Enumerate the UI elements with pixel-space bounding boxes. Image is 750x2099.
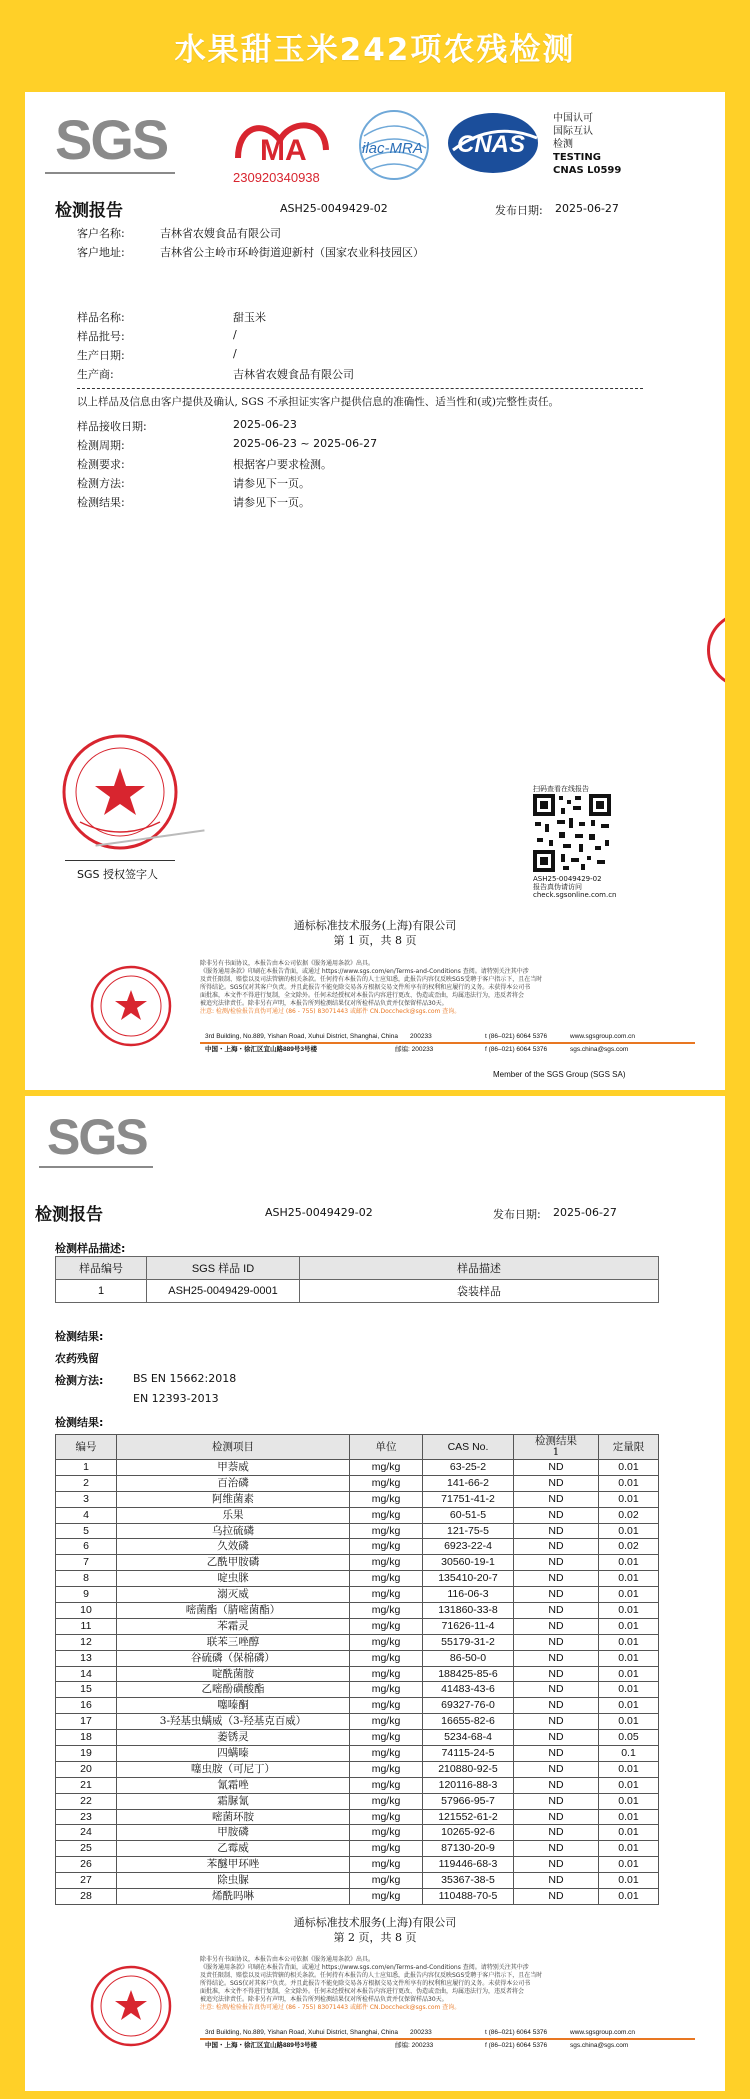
table-cell: mg/kg [350,1555,423,1571]
table-cell: 74115-24-5 [423,1746,514,1762]
table-row [56,1873,659,1889]
table-cell: 0.01 [599,1571,659,1587]
sgs-logo: SGS [55,110,167,170]
table-cell: 0.01 [599,1777,659,1793]
table-cell: mg/kg [350,1475,423,1491]
table-row [56,1730,659,1746]
table-cell: 0.01 [599,1587,659,1603]
issue-date-label-2: 发布日期: [493,1208,541,1221]
table-cell: 联苯三唑醇 [117,1634,350,1650]
table-cell: 121-75-5 [423,1523,514,1539]
table-cell: 0.01 [599,1555,659,1571]
address-en: 3rd Building, No.889, Yishan Road, Xuhui District, Shanghai, China [205,1033,398,1040]
table-cell: 烯酰吗啉 [117,1889,350,1905]
table-cell: 0.1 [599,1746,659,1762]
issue-date: 2025-06-27 [555,202,619,215]
footer-seal [89,964,173,1048]
table-cell: mg/kg [350,1571,423,1587]
terms-text: 除非另有书面协议，本报告由本公司依据《服务通用条款》出具。 《服务通用条款》印刷在本报告背面，或通过 https://www.sgs.com/en/Terms-and-Conditions 查阅。请特别关注其中涉 及责任限制、赔偿以及司法管辖的相关条款。任何持有本报告的人士应知悉，此报告内容仅反映SGS受聘于客户指示下，且在当时 所得结论。SGS仅对其客户负责。并且此报告不能免除交易各方根据交易文件所享有的权利和应履行的义务。未获得本公司书 面批准，本文件不得进行复制，全文除外。任何未经授权对本报告内容进行更改、伪造或歪曲，均属违法行为，违反者将会 被追究法律责任。除非另有声明，本报告所列检测结果仅对所检样品负责并仅保留样品30天。 注意: 检测/检验报告真伪可通过 (86 - 755) 83071443 或邮件 CN.Doccheck@sgs.com 查询。 [200,960,543,1015]
zip-en: 200233 [410,1033,432,1040]
table-cell: 0.01 [599,1634,659,1650]
table-row [56,1618,659,1634]
col-no: 编号 [56,1435,117,1460]
test-period: 2025-06-23 ~ 2025-06-27 [233,437,378,450]
table-cell: ND [514,1761,599,1777]
table-cell: 嘧菌环胺 [117,1809,350,1825]
table-cell: 12 [56,1634,117,1650]
table-cell: 5 [56,1523,117,1539]
table-cell: 3-羟基虫螨威（3-羟基克百威） [117,1714,350,1730]
manufacturer: 吉林省农嫂食品有限公司 [233,368,354,381]
table-cell: 63-25-2 [423,1460,514,1476]
table-cell: mg/kg [350,1857,423,1873]
table-cell: ND [514,1698,599,1714]
table-row [56,1857,659,1873]
table-cell: 131860-33-8 [423,1603,514,1619]
table-row [56,1714,659,1730]
table-cell: 噻嗪酮 [117,1698,350,1714]
table-cell: 苯霜灵 [117,1618,350,1634]
qr-caption: ASH25-0049429-02 报告真伪请访问 check.sgsonline.com.cn [533,875,617,899]
table-cell: 乙酰甲胺磷 [117,1555,350,1571]
table-cell: 135410-20-7 [423,1571,514,1587]
cnas-logo [445,110,541,176]
client-name: 吉林省农嫂食品有限公司 [160,227,281,240]
col-unit: 单位 [350,1435,423,1460]
table-row [56,1634,659,1650]
table-cell: 0.01 [599,1618,659,1634]
footer-company-2: 通标标准技术服务(上海)有限公司 [293,1916,457,1929]
table-cell: 0.02 [599,1507,659,1523]
table-cell: mg/kg [350,1889,423,1905]
method-2: EN 12393-2013 [133,1392,219,1405]
table-cell: ND [514,1825,599,1841]
table-row [56,1603,659,1619]
table-row [56,1682,659,1698]
address-cn-2: 中国・上海・徐汇区宜山路889号3号楼 [205,2042,317,2049]
table-cell: 30560-19-1 [423,1555,514,1571]
report-page-1 [25,92,725,1090]
received-label: 样品接收日期: [77,420,147,433]
table-cell: 25 [56,1841,117,1857]
table-cell: ND [514,1841,599,1857]
test-request: 根据客户要求检测。 [233,458,332,471]
banner-title: 水果甜玉米242项农残检测 [174,31,576,68]
email-2: sgs.china@sgs.com [570,2042,629,2049]
table-cell: 23 [56,1809,117,1825]
table-cell: 20 [56,1761,117,1777]
table-cell: 16655-82-6 [423,1714,514,1730]
client-address: 吉林省公主岭市环岭街道迎新村（国家农业科技园区） [160,246,424,259]
table-cell: 8 [56,1571,117,1587]
table-cell: 5234-68-4 [423,1730,514,1746]
table-cell: 71626-11-4 [423,1618,514,1634]
table-cell: mg/kg [350,1746,423,1762]
table-row [56,1555,659,1571]
table-cell: mg/kg [350,1460,423,1476]
fax: f (86–021) 6064 5376 [485,1046,548,1053]
table-cell: 6 [56,1539,117,1555]
table-cell: mg/kg [350,1634,423,1650]
method-label: 检测方法: [77,477,125,490]
table-cell: 噻虫胺（可尼丁） [117,1761,350,1777]
col-sample-no: 样品编号 [56,1257,147,1280]
disclaimer: 以上样品及信息由客户提供及确认, SGS 不承担证实客户提供信息的准确性、适当性和(或)完整性责任。 [77,396,559,408]
table-row [56,1825,659,1841]
result-heading: 检测结果: [55,1330,104,1343]
table-row [56,1650,659,1666]
footer-accent-line [200,1042,695,1044]
batch-value: / [233,328,237,341]
table-row [56,1571,659,1587]
table-cell: mg/kg [350,1491,423,1507]
report-number: ASH25-0049429-02 [280,202,388,215]
table-cell: 141-66-2 [423,1475,514,1491]
table-cell: 甲萘威 [117,1460,350,1476]
table-row [56,1809,659,1825]
table-cell: 0.01 [599,1475,659,1491]
table-cell: ND [514,1491,599,1507]
table-cell: 60-51-5 [423,1507,514,1523]
table-cell: mg/kg [350,1618,423,1634]
mfg-date: / [233,347,237,360]
table-cell: 16 [56,1698,117,1714]
table-cell: mg/kg [350,1539,423,1555]
table-cell: ND [514,1793,599,1809]
table-cell: 0.01 [599,1650,659,1666]
table-cell: ND [514,1460,599,1476]
website: www.sgsgroup.com.cn [570,1033,636,1040]
table-cell: 乐果 [117,1507,350,1523]
table-cell: ND [514,1634,599,1650]
table-cell: mg/kg [350,1682,423,1698]
table-cell: 35367-38-5 [423,1873,514,1889]
table-cell: 乌拉硫磷 [117,1523,350,1539]
table-cell: 10265-92-6 [423,1825,514,1841]
table-cell: 四螨嗪 [117,1746,350,1762]
svg-text:CNAS: CNAS [457,131,526,158]
svg-text:ilac-MRA: ilac-MRA [362,140,423,157]
cma-number: 230920340938 [233,170,320,185]
table-row [56,1475,659,1491]
table-cell: ND [514,1857,599,1873]
table-cell: 86-50-0 [423,1650,514,1666]
table-cell: ND [514,1714,599,1730]
table-cell: mg/kg [350,1873,423,1889]
table-cell: 0.01 [599,1889,659,1905]
table-cell: 10 [56,1603,117,1619]
table-cell: ND [514,1475,599,1491]
table-cell: ND [514,1889,599,1905]
table-cell: 0.01 [599,1491,659,1507]
table-cell: 1 [56,1460,117,1476]
table-row [56,1698,659,1714]
table-cell: mg/kg [350,1698,423,1714]
table-cell: 0.01 [599,1825,659,1841]
table-cell: 萎锈灵 [117,1730,350,1746]
table-cell: ND [514,1603,599,1619]
table-cell: 嘧菌酯（腈嘧菌酯） [117,1603,350,1619]
page-number: 第 1 页，共 8 页 [333,934,417,947]
terms-text-2: 除非另有书面协议，本报告由本公司依据《服务通用条款》出具。 《服务通用条款》印刷在本报告背面，或通过 https://www.sgs.com/en/Terms-and-Conditions 查阅。请特别关注其中涉 及责任限制、赔偿以及司法管辖的相关条款。任何持有本报告的人士应知悉，此报告内容仅反映SGS受聘于客户指示下，且在当时 所得结论。SGS仅对其客户负责。并且此报告不能免除交易各方根据交易文件所享有的权利和应履行的义务。未获得本公司书 面批准，本文件不得进行复制，全文除外。任何未经授权对本报告内容进行更改、伪造或歪曲，均属违法行为，违反者将会 被追究法律责任。除非另有声明，本报告所列检测结果仅对所检样品负责并仅保留样品30天。 注意: 检测/检验报告真伪可通过 (86 - 755) 83071443 或邮件 CN.Doccheck@sgs.com 查询。 [200,1956,543,2011]
table-cell: 210880-92-5 [423,1761,514,1777]
table-row [56,1491,659,1507]
table-cell: 119446-68-3 [423,1857,514,1873]
table-cell: 19 [56,1746,117,1762]
table-cell: 24 [56,1825,117,1841]
received-date: 2025-06-23 [233,418,297,431]
table-cell: ND [514,1618,599,1634]
table-cell: 13 [56,1650,117,1666]
table-row [56,1793,659,1809]
table-row [56,1523,659,1539]
table-cell: 0.05 [599,1730,659,1746]
issue-date-label: 发布日期: [495,204,543,217]
mfg-date-label: 生产日期: [77,349,125,362]
table-cell: 14 [56,1666,117,1682]
table-cell: ND [514,1571,599,1587]
table-cell: 4 [56,1507,117,1523]
table-cell: 87130-20-9 [423,1841,514,1857]
report-page-2 [25,1096,725,2091]
table-row [56,1777,659,1793]
zip-cn-2: 邮编: 200233 [395,2042,434,2049]
report-number-2: ASH25-0049429-02 [265,1206,373,1219]
table-cell: 2 [56,1475,117,1491]
table-cell: 7 [56,1555,117,1571]
col-cas: CAS No. [423,1435,514,1460]
table-cell: 11 [56,1618,117,1634]
results-table [55,1434,659,1905]
table-cell: 乙霉威 [117,1841,350,1857]
table-cell: 188425-85-6 [423,1666,514,1682]
table-cell: 21 [56,1777,117,1793]
footer-company: 通标标准技术服务(上海)有限公司 [293,919,457,932]
table-cell: 15 [56,1682,117,1698]
sample-table [55,1256,659,1303]
phone-2: t (86–021) 6064 5376 [485,2029,548,2036]
table-cell: 0.01 [599,1841,659,1857]
table-cell: 71751-41-2 [423,1491,514,1507]
table-cell: 0.01 [599,1873,659,1889]
table-cell: 啶虫脒 [117,1571,350,1587]
table-cell: ND [514,1555,599,1571]
manufacturer-label: 生产商: [77,368,114,381]
table-row [56,1889,659,1905]
table-row [56,1460,659,1476]
table-cell: 0.01 [599,1714,659,1730]
zip-cn: 邮编: 200233 [395,1046,434,1053]
table-cell: 28 [56,1889,117,1905]
table-cell: 阿维菌素 [117,1491,350,1507]
table-cell: ND [514,1523,599,1539]
table-cell: 谷硫磷（保棉磷） [117,1650,350,1666]
table-cell: 0.01 [599,1793,659,1809]
report-title: 检测报告 [55,201,123,221]
table-cell: 甲胺磷 [117,1825,350,1841]
zip-en-2: 200233 [410,2029,432,2036]
table-cell: ND [514,1777,599,1793]
table-cell: ND [514,1746,599,1762]
table-row: 1 ASH25-0049429-0001 袋装样品 [56,1280,659,1303]
table-cell: 苯醚甲环唑 [117,1857,350,1873]
table-cell: 百治磷 [117,1475,350,1491]
table-cell: 3 [56,1491,117,1507]
address-en-2: 3rd Building, No.889, Yishan Road, Xuhui District, Shanghai, China [205,2029,398,2036]
edge-seal [707,612,725,688]
method-1: BS EN 15662:2018 [133,1372,237,1385]
test-method: 请参见下一页。 [233,477,310,490]
result-label: 检测结果: [77,496,125,509]
table-cell: 0.01 [599,1460,659,1476]
table-cell: ND [514,1682,599,1698]
table-cell: mg/kg [350,1603,423,1619]
client-name-label: 客户名称: [77,227,125,240]
table-cell: mg/kg [350,1714,423,1730]
table-cell: 26 [56,1857,117,1873]
banner [0,0,750,92]
table-cell: 久效磷 [117,1539,350,1555]
qr-caption-top: 扫码查看在线报告 [533,785,589,793]
table-cell: ND [514,1873,599,1889]
table-cell: 9 [56,1587,117,1603]
website-2: www.sgsgroup.com.cn [570,2029,636,2036]
table-cell: 0.01 [599,1603,659,1619]
member-line: Member of the SGS Group (SGS SA) [493,1070,626,1079]
divider [77,388,643,389]
table-cell: ND [514,1539,599,1555]
table-cell: 55179-31-2 [423,1634,514,1650]
table-cell: mg/kg [350,1793,423,1809]
fax-2: f (86–021) 6064 5376 [485,2042,548,2049]
sample-name: 甜玉米 [233,311,266,324]
phone: t (86–021) 6064 5376 [485,1033,548,1040]
inspection-seal [60,732,180,852]
signatory-label: SGS 授权签字人 [77,868,158,881]
table-cell: 27 [56,1873,117,1889]
table-cell: 6923-22-4 [423,1539,514,1555]
table-cell: mg/kg [350,1761,423,1777]
table-cell: ND [514,1650,599,1666]
table-cell: 17 [56,1714,117,1730]
issue-date-2: 2025-06-27 [553,1206,617,1219]
address-cn: 中国・上海・徐汇区宜山路889号3号楼 [205,1046,317,1053]
table-cell: 57966-95-7 [423,1793,514,1809]
table-cell: ND [514,1666,599,1682]
table-row [56,1507,659,1523]
table-cell: 霜脲氰 [117,1793,350,1809]
table-row [56,1587,659,1603]
report-title-2: 检测报告 [35,1205,103,1225]
table-cell: ND [514,1507,599,1523]
sample-name-label: 样品名称: [77,311,125,324]
table-row [56,1746,659,1762]
table-cell: mg/kg [350,1730,423,1746]
email: sgs.china@sgs.com [570,1046,629,1053]
table-cell: 0.01 [599,1523,659,1539]
period-label: 检测周期: [77,439,125,452]
table-cell: 氰霜唑 [117,1777,350,1793]
table-cell: ND [514,1730,599,1746]
table-cell: 121552-61-2 [423,1809,514,1825]
table-cell: 120116-88-3 [423,1777,514,1793]
table-cell: mg/kg [350,1825,423,1841]
cma-logo [230,110,340,190]
table-cell: mg/kg [350,1777,423,1793]
table-cell: ND [514,1809,599,1825]
table-cell: 0.01 [599,1698,659,1714]
table-cell: 116-06-3 [423,1587,514,1603]
table-cell: mg/kg [350,1507,423,1523]
client-address-label: 客户地址: [77,246,125,259]
sample-desc-heading: 检测样品描述: [55,1242,126,1255]
col-item: 检测项目 [117,1435,350,1460]
table-row [56,1761,659,1777]
qr-code-icon [533,794,611,872]
table-cell: mg/kg [350,1587,423,1603]
table-cell: 0.01 [599,1666,659,1682]
table-cell: ND [514,1587,599,1603]
table-cell: 0.01 [599,1682,659,1698]
col-sample-desc: 样品描述 [300,1257,659,1280]
page-number-2: 第 2 页，共 8 页 [333,1931,417,1944]
request-label: 检测要求: [77,458,125,471]
test-result: 请参见下一页。 [233,496,310,509]
batch-label: 样品批号: [77,330,125,343]
table-cell: 乙嘧酚磺酸酯 [117,1682,350,1698]
table-cell: mg/kg [350,1666,423,1682]
table-cell: 除虫脲 [117,1873,350,1889]
col-loq: 定量限 [599,1435,659,1460]
footer-seal-2 [89,1964,173,2048]
sgs-logo-page2: SGS [47,1110,147,1164]
table-cell: 溺灭威 [117,1587,350,1603]
method-label-2: 检测方法: [55,1374,104,1387]
col-result: 检测结果 1 [514,1435,599,1460]
table-cell: 110488-70-5 [423,1889,514,1905]
table-cell: 0.01 [599,1809,659,1825]
table-cell: 0.01 [599,1857,659,1873]
table-cell: 18 [56,1730,117,1746]
table-row [56,1666,659,1682]
table-cell: mg/kg [350,1841,423,1857]
table-row [56,1539,659,1555]
table-cell: mg/kg [350,1809,423,1825]
cma-letters: MA [260,134,307,167]
cnas-caption: 中国认可 国际互认 检测 TESTING CNAS L0599 [553,113,622,176]
table-cell: 22 [56,1793,117,1809]
result-heading-2: 检测结果: [55,1416,104,1429]
table-cell: 啶酰菌胺 [117,1666,350,1682]
table-cell: mg/kg [350,1523,423,1539]
footer-accent-line-2 [200,2038,695,2040]
category-label: 农药残留 [55,1352,99,1365]
table-cell: 69327-76-0 [423,1698,514,1714]
table-cell: 0.01 [599,1761,659,1777]
ilac-mra-logo [350,106,438,184]
table-row [56,1841,659,1857]
table-cell: mg/kg [350,1650,423,1666]
signature-line [65,860,175,861]
col-sgs-id: SGS 样品 ID [147,1257,300,1280]
table-cell: 41483-43-6 [423,1682,514,1698]
table-cell: 0.02 [599,1539,659,1555]
